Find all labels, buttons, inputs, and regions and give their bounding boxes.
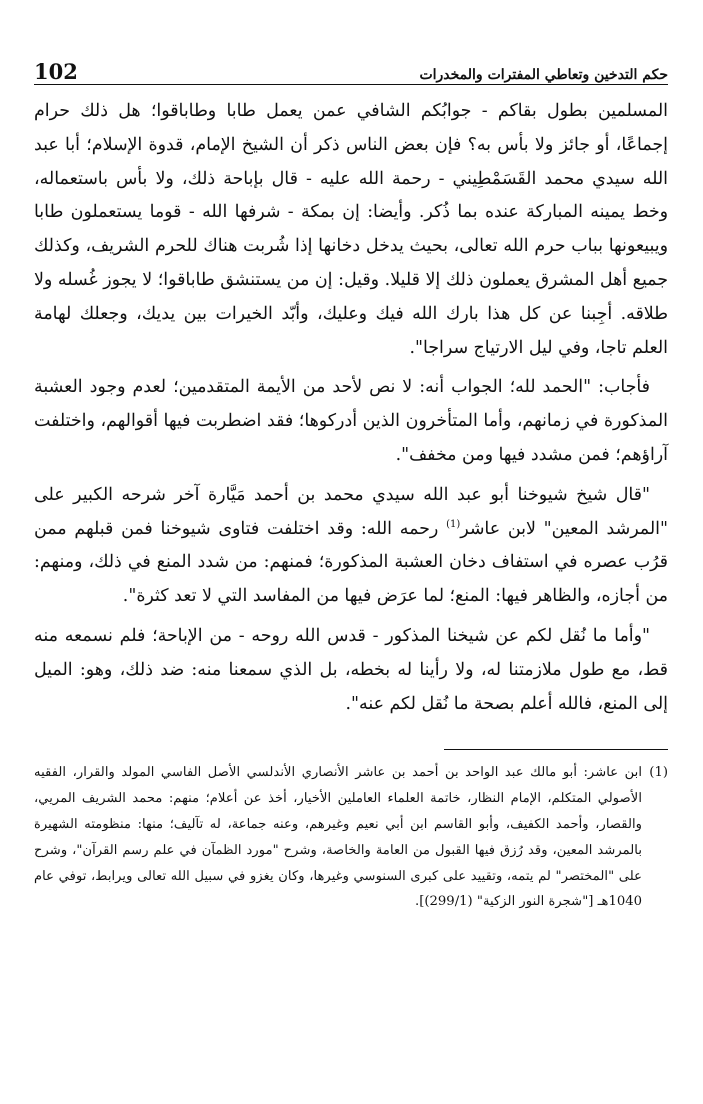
footnote-text: ابن عاشر: أبو مالك عبد الواحد بن أحمد بن عاشر الأنصاري الأندلسي الأصل الفاسي المولد والقرار، الفقيه الأصولي المتكلم، الإمام النظار، خاتمة العلماء العاملين الأخيار، أخذ عن أعلام؛ منهم: محمد الشريف المريي، والقصار، وأحمد الكفيف، وأبو القاسم ابن أبي نعيم وغيرهم، وعنه جماعة، له تآليف؛ منها: منظومته الشهيرة بالمرشد المعين، وقد رُزق فيها القبول من العامة والخاصة، وشرح "مورد الظمآن في علم رسم القرآن"، وشرح على "المختصر" لم يتمه، وتقييد على كبرى السنوسي وغيرها، وكان يغزو في سبيل الله تعالى ويرابط، توفي عام 1040هـ ["شجرة النور الزكية" (299/1)]. — [34, 765, 642, 910]
main-text — [34, 95, 668, 721]
paragraph-mayyara-quote — [34, 479, 668, 614]
paragraph-closing: "وأما ما نُقل لكم عن شيخنا المذكور - قدس الله روحه - من الإباحة؛ فلم نسمعه منه قط، مع طول ملازمتنا له، ولا رأينا له بخطه، بل الذي سمعنا منه: ضد ذلك، وهو: الميل إلى المنع، فالله أعلم بصحة ما نُقل لكم عنه". — [34, 625, 668, 714]
running-title: حكم التدخين وتعاطي المفترات والمخدرات — [419, 67, 668, 83]
paragraph-question: المسلمين بطول بقاكم - جوابُكم الشافي عمن يعمل طابا وطاباقوا؛ هل ذلك حرام إجماعًا، أو جائز ولا بأس به؟ فإن بعض الناس ذكر أن الشيخ الإمام، قدوة الإسلام؛ أبا عبد الله سيدي محمد القَسَمْطِيني - رحمة الله عليه - قال بإباحة ذلك، ولا بأس باستعماله، وخط يمينه المباركة عنده بما ذُكر. وأيضا: إن بمكة - شرفها الله - قوما يستعملون طابا ويبيعونها بباب حرم الله تعالى، بحيث يدخل دخانها إذا شُربت هناك للحرم الشريف، وكذلك جميع أهل المشرق يعملون ذلك إلا قليلا. وقيل: إن من يستنشق طاباقوا؛ لا يجوز غُسله ولا طلاقه. أجِبنا عن كل هذا بارك الله فيك وعليك، وأبّد الخيرات بين يديك، وجعلك لهامة العلم تاجا، وفي ليل الارتياج سراجا". — [34, 101, 668, 358]
footnote-separator — [444, 749, 668, 750]
paragraph-mayyara-quote-rest: رحمه الله: وقد اختلفت فتاوى شيوخنا فمن قبلهم ممن قرُب عصره في استفاف دخان العشبة المذكورة؛ فمنهم: من شدد المنع في ذلك، ومنهم: من أجازه، والظاهر فيها: المنع؛ لما عرَض فيها من المفاسد التي لا تعد كثرة". — [34, 518, 668, 607]
footnote — [34, 760, 668, 915]
footnote-reference[interactable]: (1) — [446, 518, 461, 530]
footnote-marker: (1) — [649, 765, 668, 781]
paragraph-mayyara-quote-start: "قال شيخ شيوخنا أبو عبد الله سيدي محمد بن أحمد مَيَّارة آخر شرحه الكبير على "المرشد المعين" لابن عاشر — [34, 484, 668, 539]
page-number: 102 — [34, 59, 78, 84]
running-header — [34, 52, 668, 85]
paragraph-answer: فأجاب: "الحمد لله؛ الجواب أنه: لا نص لأحد من الأيمة المتقدمين؛ لعدم وجود العشبة المذكورة في زمانهم، وأما المتأخرون الذين أدركوها؛ فقد اضطربت فيها أقوالهم، واختلفت آراؤهم؛ فمن مشدد فيها ومن مخفف". — [34, 377, 668, 465]
book-page — [34, 52, 668, 915]
